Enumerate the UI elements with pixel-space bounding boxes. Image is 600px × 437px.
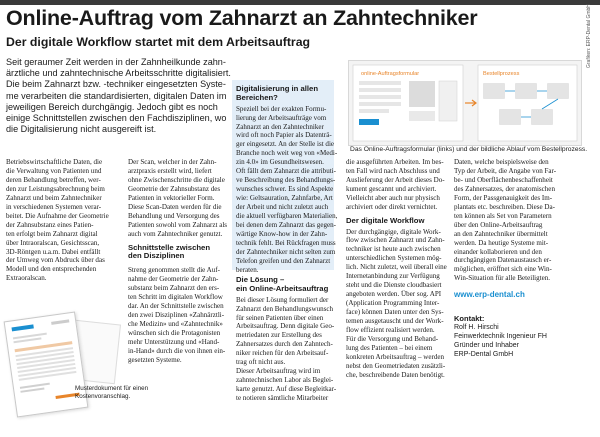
body-line: der Umweg vom Abdruck über das (6, 256, 105, 265)
body-line: arztpraxis erstellt wird, liefert (128, 166, 212, 175)
body-line: die Verwaltung von Patienten und (6, 166, 102, 175)
body-line: lierung der Arbeitsaufträge vom (236, 113, 327, 122)
body-line: Der durchgängige, digitale Work- (346, 227, 441, 236)
body-line: zahntechnischen Labor als Beglei- (236, 376, 334, 385)
intro-line: die Digitalisierung nicht ausgereift ist. (6, 124, 157, 135)
body-line: der Zahnsubstanz eines Patien- (6, 220, 94, 229)
body-line: an den Zahntechniker übermittelt (454, 229, 548, 238)
heading-line: ein Online-Arbeitsauftrag (236, 283, 329, 293)
body-line: für seinen Patienten über einen (236, 313, 324, 322)
body-column-3 (236, 84, 338, 275)
body-line: nebst den Geometriedaten zusätzli- (346, 361, 446, 370)
intro-line: Seit geraumer Zeit werden in der Zahnheilkunde zahn- (6, 57, 226, 67)
paragraph (346, 228, 446, 380)
body-line: Diese Scan-Daten werden für die (128, 202, 222, 211)
body-line: mehr Unterstützung und «Hand- (128, 337, 220, 346)
caption-line: Kostenvoranschlag. (75, 393, 131, 400)
document-caption (75, 385, 148, 401)
body-line: Extraoralscan. (6, 274, 47, 283)
body-line: wunsches schwer. Es sind Aspekte (236, 185, 334, 194)
heading-line: den Disziplinen (128, 251, 185, 261)
section-heading (236, 276, 334, 294)
website-link[interactable]: www.erp-dental.ch (454, 290, 525, 300)
heading-line: Bereichen? (236, 92, 278, 102)
body-line: ten können als Set von Parametern (454, 211, 552, 220)
body-line: substanz beim Zahnarzt den ers- (128, 284, 220, 293)
contact-line: Rolf H. Hirschi (454, 324, 499, 332)
body-line: unterschiedlichen Systemen mög- (346, 254, 442, 263)
body-line: Branche noch weit weg von «Medi- (236, 149, 338, 158)
body-line: zin 4.0» im Gesundheitswesen. (236, 158, 324, 167)
body-line: ten Fall wird nach Abschluss und (346, 166, 440, 175)
body-column-3-lower (236, 275, 337, 403)
body-line: des Zahnersatzes, der anatomischen (454, 184, 555, 193)
heading-line: Digitalisierung in allen (236, 84, 319, 93)
section-heading (128, 244, 226, 262)
body-line: in-Hand» durch die von ihnen ein- (128, 346, 226, 355)
body-line: 3D-Röntgen u.a.m. Dabei entfällt (6, 247, 101, 256)
body-line: Zahnersatzes durch den Zahntech- (236, 340, 333, 349)
body-line: ten erfolgt beim Zahnarzt digital (6, 229, 98, 238)
body-line: über den Online-Arbeitsauftrag (454, 220, 543, 229)
body-line: den zur Leistungsabrechnung beim (6, 184, 105, 193)
body-column-1 (6, 158, 121, 283)
body-line: auch vom Zahntechniker genutzt. (128, 229, 223, 238)
section-heading: Der digitale Workflow (346, 215, 425, 225)
body-line: Typ der Arbeit, die Angabe von Far- (454, 166, 557, 175)
page-title: Online-Auftrag vom Zahnarzt an Zahntechniker (6, 6, 478, 30)
body-line: möglichen, eröffnet sich eine Win- (454, 265, 552, 274)
intro-paragraph (6, 57, 231, 135)
body-line: flow zwischen Zahnarzt und Zahn- (346, 236, 445, 245)
screens-left-label: online-Auftragsformular (361, 71, 420, 77)
body-line: Zahnarzt an den Zahntechniker (236, 122, 324, 131)
body-line: Streng genommen stellt die Auf- (128, 266, 220, 275)
body-line: gesetzten Systeme. (128, 355, 182, 364)
online-order-screenshots (348, 60, 582, 146)
body-line: Vielleicht aber auch nur physisch (346, 193, 440, 202)
body-line: techniker ist heute auch zwischen (346, 245, 441, 254)
body-line: ve Beschreibung des Behandlungs- (236, 176, 336, 185)
body-line: bei denen dem Zahnarzt das gegen- (236, 220, 336, 229)
body-line: Auslieferung der Arbeit dieses Do- (346, 175, 445, 184)
body-line: che, beschreibende Daten benötigt. (346, 370, 445, 379)
body-line: face) können Daten unter den Sys- (346, 308, 444, 317)
body-line: einander kollaborieren und den (454, 247, 542, 256)
body-line: (Application Programming Inter- (346, 299, 440, 308)
body-line: temen ausgetauscht und der Work- (346, 317, 444, 326)
body-line: steht und die Dienste cloudbasiert (346, 281, 442, 290)
body-line: deren Behandlung betreffen, wer- (6, 175, 101, 184)
body-line: Patienten in vektorieller Form. (128, 193, 215, 202)
body-line: Dieser Arbeitsauftrag wird im (236, 367, 321, 376)
body-line: beraten. (236, 265, 259, 274)
body-line: der Zahntechniker nicht selten zum (236, 247, 336, 256)
body-line: Behandlung und Versorgung des (128, 211, 220, 220)
body-line: ohne Zwischenschritte die digitale (128, 175, 225, 184)
contact-line: Gründer und Inhaber (454, 342, 519, 350)
body-line: Daten, welche beispielsweise den (454, 158, 549, 166)
section-heading (236, 85, 334, 103)
contact-block (454, 314, 564, 359)
screens-illustration (349, 61, 581, 145)
body-line: Win-Situation für alle Beteiligten. (454, 274, 550, 283)
intro-line: einige Schnittstellen zwischen den Fachdisziplinen, wo (6, 113, 227, 124)
body-line: lich. Nicht zuletzt, weil überall eine (346, 263, 447, 272)
body-column-5 (454, 158, 564, 359)
body-line: der Arbeit und nicht zuletzt auch (236, 203, 329, 212)
top-rule (0, 0, 600, 5)
body-line: Betriebswirtschaftliche Daten, die (6, 158, 103, 166)
body-line: Modell und den entsprechenden (6, 265, 97, 274)
body-line: nahme der Geometrie der Zahn- (128, 275, 219, 284)
contact-heading: Kontakt: (454, 314, 485, 324)
body-line: in verschiedenen Systemen verar- (6, 202, 102, 211)
body-line: Für die Versorgung und Behand- (346, 334, 439, 343)
body-line: wärtige Know-how in der Zahn- (236, 229, 328, 238)
body-line: Form, der Passgenauigkeit des Im- (454, 193, 553, 202)
body-line: den zwei Disziplinen «Zahnärztli- (128, 310, 225, 319)
intro-line: ärztliche und zahntechnische Arbeitsschritte digitalisiert. (6, 68, 231, 79)
contact-line: ERP-Dental GmbH (454, 351, 514, 359)
heading-line: Schnittstelle zwischen (128, 242, 211, 252)
body-line: ten Schritt im digitalen Workflow (128, 293, 223, 302)
intro-line: me verarbeiten die standardisierten, digitalen Daten im (6, 90, 227, 101)
body-line: lung des Patienten – bei einem (346, 343, 433, 352)
intro-line: Die beim Zahnarzt bzw. -techniker eingesetzten Syste- (6, 79, 226, 90)
body-line: che Medizin» und «Zahntechnik» (128, 319, 223, 328)
body-line: te notieren sämtliche Mitarbeiter (236, 394, 329, 403)
body-line: Patienten sowohl vom Zahnarzt als (128, 220, 228, 229)
body-line: Zahnarzt den Behandlungswunsch (236, 304, 334, 313)
body-line: Geometrie der Zahnsubstanz des (128, 184, 221, 193)
image-credit: Grafiken: ERP-Dental GmbH (586, 4, 592, 68)
body-line: dar. An der Schnittstelle zwischen (128, 301, 224, 310)
body-line: angeboten werden. Über sog. API (346, 290, 442, 299)
heading-line: Die Lösung – (236, 275, 285, 284)
body-line: Internetanbindung zur Verfügung (346, 272, 440, 281)
body-line: kument gescannt und archiviert. (346, 184, 437, 193)
body-line: metriedaten zur Erstellung des (236, 331, 322, 340)
body-column-2 (128, 158, 226, 365)
body-line: plantats etc. beschreiben. Diese Da- (454, 202, 555, 211)
body-line: über Intraoralscan, Gesichtsscan, (6, 238, 100, 247)
body-line: be- und Oberflächenbeschaffenheit (454, 175, 553, 184)
body-line: Der Scan, welcher in der Zahn- (128, 158, 217, 166)
body-line: niker reichen für den Arbeitsauf- (236, 349, 329, 358)
screens-right-label: Bestellprozess (483, 71, 520, 77)
body-line: durchgängigen Datenaustausch er- (454, 256, 552, 265)
body-line: ger eingesetzt. An der Stelle ist die (236, 140, 335, 149)
contact-line: Feinwerktechnik Ingenieur FH (454, 333, 547, 341)
body-line: flow effizient realisiert werden. (346, 326, 435, 334)
body-line: trag oft nicht aus. (236, 358, 286, 367)
body-line: Oft fällt dem Zahnarzt die attributi- (236, 167, 336, 176)
body-line: wie: Geltsauration, Zahnfarbe, Art (236, 194, 333, 203)
body-line: Speziell bei der exakten Formu- (236, 104, 327, 113)
body-line: konkreten Arbeitsauftrag – werden (346, 352, 445, 361)
body-line: Zahnarzt und beim Zahntechniker (6, 193, 102, 202)
body-line: karte genutzt. Auf diese Begleitkar- (236, 385, 337, 394)
page-subtitle: Der digitale Workflow startet mit dem Arbeitsauftrag (6, 35, 311, 49)
body-line: technik fehlt. Bei Rückfragen muss (236, 238, 336, 247)
screens-caption: Das Online-Auftragsformular (links) und der bildliche Ablauf vom Bestellprozess. (350, 146, 588, 153)
body-line: beitet. Die Aufnahme der Geometrie (6, 211, 109, 220)
paragraph (128, 266, 226, 364)
body-line: wünschen sich die Protagonisten (128, 328, 221, 337)
body-line: die ausgeführten Arbeiten. Im bes- (346, 158, 444, 166)
intro-line: jeweiligen Bereich durchgängig. Jedoch gibt es noch (6, 101, 218, 112)
body-line: die aktuell verfügbaren Materialien, (236, 212, 338, 221)
body-line: archiviert oder direkt vernichtet. (346, 202, 438, 211)
body-line: Telefon greifen und den Zahnarzt (236, 256, 331, 265)
body-line: Bei dieser Lösung formuliert der (236, 295, 329, 304)
body-column-4 (346, 158, 446, 380)
body-line: Arbeitsauftrag. Denn digitale Geo- (236, 322, 335, 331)
body-line: werden. Da heutige Systeme mit- (454, 238, 549, 247)
body-line: wird oft noch Papier als Datenträ- (236, 131, 332, 140)
caption-line: Musterdokument für einen (75, 385, 149, 392)
sample-document (4, 311, 89, 417)
